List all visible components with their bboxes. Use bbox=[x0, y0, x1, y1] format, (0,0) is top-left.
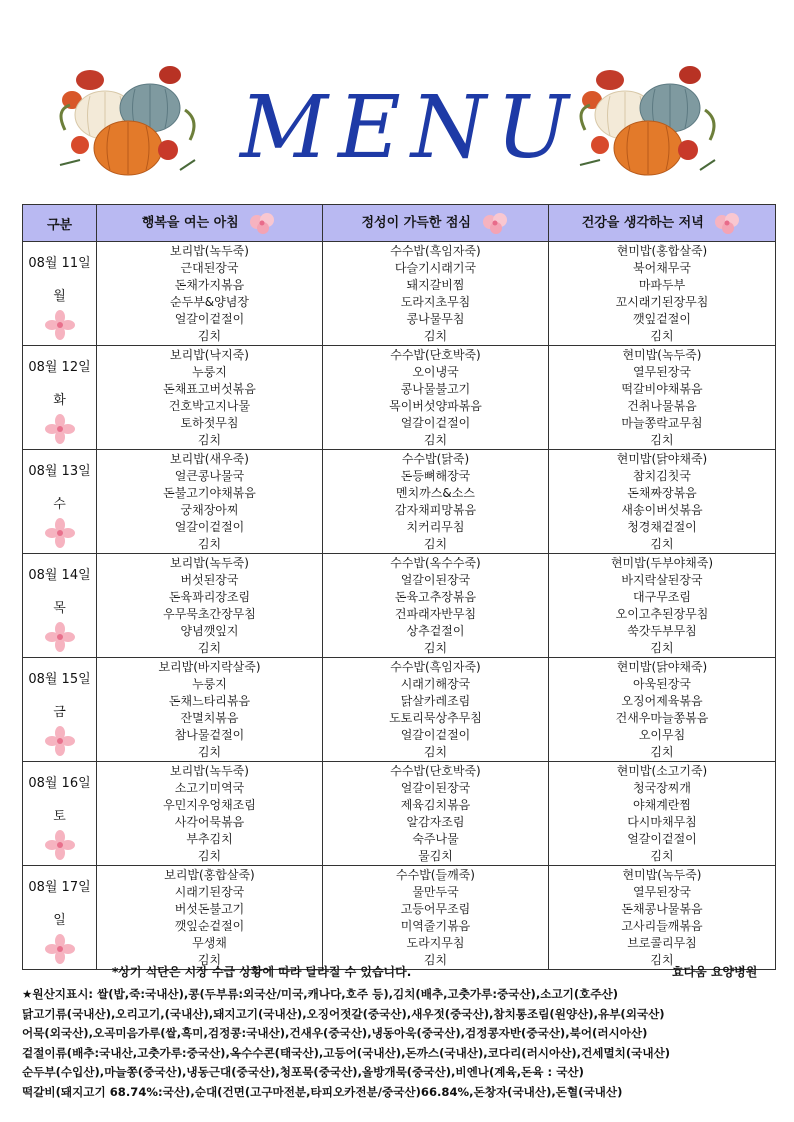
menu-item: 다시마채무침 bbox=[627, 815, 697, 829]
menu-item: 무생채 bbox=[192, 936, 227, 950]
origin-labeling bbox=[22, 985, 782, 1103]
menu-item: 감자채피망볶음 bbox=[394, 503, 477, 517]
header-lunch: 정성이 가득한 점심 bbox=[323, 205, 549, 242]
menu-item: 현미밥(녹두죽) bbox=[622, 868, 702, 882]
lunch-cell bbox=[323, 346, 549, 450]
menu-item: 소고기미역국 bbox=[174, 781, 245, 795]
menu-item: 김치 bbox=[423, 329, 448, 343]
menu-item: 돈채콩나물볶음 bbox=[621, 902, 703, 916]
flower-icon bbox=[45, 726, 75, 756]
day-row bbox=[23, 866, 776, 970]
menu-item: 김치 bbox=[650, 537, 674, 551]
menu-item: 수수밥(흑임자죽) bbox=[390, 244, 481, 258]
menu-item: 참나물겉절이 bbox=[174, 728, 245, 742]
day-cell bbox=[23, 866, 97, 970]
menu-item: 청국장찌개 bbox=[633, 781, 691, 795]
lunch-cell bbox=[323, 762, 549, 866]
menu-item: 김치 bbox=[423, 745, 448, 759]
menu-item: 양념깻잎지 bbox=[180, 624, 239, 638]
menu-item: 김치 bbox=[423, 641, 448, 655]
flower-icon bbox=[45, 830, 75, 860]
menu-item: 제육김치볶음 bbox=[400, 798, 471, 812]
menu-item: 수수밥(단호박죽) bbox=[390, 764, 481, 778]
header-day: 구분 bbox=[23, 205, 97, 242]
day-cell bbox=[23, 554, 97, 658]
menu-item: 현미밥(닭야채죽) bbox=[616, 660, 708, 674]
menu-item: 김치 bbox=[650, 329, 674, 343]
date-label: 08월 11일 bbox=[28, 256, 91, 271]
menu-item: 물만두국 bbox=[412, 885, 459, 899]
menu-item: 브로콜리무침 bbox=[627, 936, 697, 950]
origin-line: 겉절이류(배추:국내산,고춧가루:중국산),옥수수콘(태국산),고등어(국내산),돈까스(국내산),코다리(러시아산),건세멸치(국내산) bbox=[22, 1045, 671, 1060]
menu-item: 김치 bbox=[197, 433, 222, 447]
menu-item: 보리밥(녹두죽) bbox=[170, 244, 249, 258]
day-row bbox=[23, 658, 776, 762]
menu-item: 돈채가지볶음 bbox=[174, 278, 245, 292]
menu-item: 김치 bbox=[423, 953, 448, 967]
menu-item: 얼갈이된장국 bbox=[400, 781, 471, 795]
menu-item: 대구무조림 bbox=[633, 590, 691, 604]
menu-item: 수수밥(들깨죽) bbox=[396, 868, 475, 882]
menu-item: 김치 bbox=[423, 537, 448, 551]
flower-icon bbox=[712, 210, 742, 236]
day-cell bbox=[23, 450, 97, 554]
menu-item: 얼큰콩나물국 bbox=[174, 469, 245, 483]
menu-item: 아욱된장국 bbox=[633, 677, 691, 691]
menu-item: 새송이버섯볶음 bbox=[621, 503, 703, 517]
weekday-label: 목 bbox=[53, 601, 66, 616]
page-title: MENU bbox=[240, 78, 579, 178]
menu-item: 돈채표고버섯볶음 bbox=[163, 382, 256, 396]
lunch-cell bbox=[323, 554, 549, 658]
dinner-cell bbox=[549, 762, 776, 866]
lunch-cell bbox=[323, 866, 549, 970]
menu-item: 보리밥(낙지죽) bbox=[170, 348, 249, 362]
menu-item: 잔멸치볶음 bbox=[180, 711, 239, 725]
dinner-cell bbox=[549, 554, 776, 658]
day-row bbox=[23, 242, 776, 346]
header-breakfast: 행복을 여는 아침 bbox=[97, 205, 323, 242]
date-label: 08월 13일 bbox=[28, 464, 91, 479]
menu-change-note: *상기 식단은 시장 수급 상황에 따라 달라질 수 있습니다. bbox=[112, 965, 412, 979]
menu-item: 김치 bbox=[197, 537, 222, 551]
breakfast-cell bbox=[97, 554, 323, 658]
menu-item: 김치 bbox=[197, 641, 222, 655]
menu-item: 토하젓무침 bbox=[180, 416, 239, 430]
menu-item: 돈육고추장볶음 bbox=[394, 590, 477, 604]
menu-item: 닭살카레조림 bbox=[400, 694, 471, 708]
flower-icon bbox=[45, 518, 75, 548]
menu-item: 순두부&양념장 bbox=[170, 295, 249, 309]
menu-item: 목이버섯양파볶음 bbox=[389, 399, 482, 413]
menu-item: 수수밥(닭죽) bbox=[401, 452, 470, 466]
menu-item: 현미밥(닭야채죽) bbox=[616, 452, 708, 466]
menu-item: 도토리묵상추무침 bbox=[389, 711, 482, 725]
day-row bbox=[23, 762, 776, 866]
menu-item: 보리밥(바지락살죽) bbox=[158, 660, 261, 674]
menu-item: 깻잎겉절이 bbox=[633, 312, 691, 326]
pumpkin-bouquet-left bbox=[50, 40, 200, 185]
weekly-menu-table bbox=[22, 204, 776, 970]
menu-item: 청경채겉절이 bbox=[627, 520, 697, 534]
date-label: 08월 17일 bbox=[28, 880, 91, 895]
flower-icon bbox=[45, 934, 75, 964]
origin-line: 어묵(외국산),오곡미음가루(쌀,흑미,검정콩:국내산),건새우(중국산),냉동아욱(중국산),검정콩자반(중국산),북어(러시아산) bbox=[22, 1026, 648, 1041]
menu-item: 떡갈비야채볶음 bbox=[621, 382, 703, 396]
flower-icon bbox=[480, 210, 510, 236]
weekday-label: 금 bbox=[53, 705, 66, 720]
menu-item: 물김치 bbox=[418, 849, 453, 863]
header-dinner: 건강을 생각하는 저녁 bbox=[549, 205, 776, 242]
menu-item: 알감자조림 bbox=[406, 815, 465, 829]
menu-item: 열무된장국 bbox=[633, 885, 691, 899]
menu-item: 오이무침 bbox=[638, 728, 686, 742]
menu-item: 김치 bbox=[197, 849, 222, 863]
flower-icon bbox=[247, 210, 277, 236]
menu-item: 숙주나물 bbox=[412, 832, 459, 846]
menu-item: 누룽지 bbox=[192, 677, 227, 691]
menu-item: 열무된장국 bbox=[633, 365, 691, 379]
menu-item: 꼬시래기된장무침 bbox=[615, 295, 709, 309]
menu-item: 마파두부 bbox=[638, 278, 686, 292]
menu-item: 다슬기시래기국 bbox=[394, 261, 477, 275]
dinner-cell bbox=[549, 658, 776, 762]
menu-item: 콩나물불고기 bbox=[400, 382, 471, 396]
menu-item: 참치김칫국 bbox=[633, 469, 691, 483]
menu-item: 돈등뼈해장국 bbox=[400, 469, 471, 483]
menu-item: 건호박고지나물 bbox=[168, 399, 251, 413]
breakfast-cell bbox=[97, 242, 323, 346]
menu-item: 얼갈이겉절이 bbox=[400, 728, 471, 742]
header-row bbox=[23, 205, 776, 242]
lunch-cell bbox=[323, 450, 549, 554]
menu-item: 현미밥(녹두죽) bbox=[622, 348, 702, 362]
menu-item: 콩나물무침 bbox=[406, 312, 465, 326]
menu-item: 돈육꽈리장조림 bbox=[168, 590, 251, 604]
menu-item: 오이냉국 bbox=[412, 365, 459, 379]
weekday-label: 토 bbox=[53, 809, 66, 824]
origin-line: 닭고기류(국내산),오리고기,(국내산),돼지고기(국내산),오징어젓갈(중국산),새우젓(중국산),참치통조림(원양산),유부(외국산) bbox=[22, 1006, 665, 1021]
menu-item: 부추김치 bbox=[186, 832, 233, 846]
menu-item: 건파래자반무침 bbox=[394, 607, 477, 621]
menu-item: 버섯된장국 bbox=[180, 573, 239, 587]
menu-item: 얼갈이겉절이 bbox=[174, 520, 245, 534]
dinner-cell bbox=[549, 450, 776, 554]
lunch-cell bbox=[323, 658, 549, 762]
hospital-name: 효다움 요양병원 bbox=[672, 965, 758, 979]
menu-item: 사각어묵볶음 bbox=[174, 815, 245, 829]
dinner-cell bbox=[549, 346, 776, 450]
breakfast-cell bbox=[97, 450, 323, 554]
origin-line: 순두부(수입산),마늘쫑(중국산),냉동근대(중국산),청포묵(중국산),올방개묵(중국산),비엔나(계육,돈육 : 국산) bbox=[22, 1065, 584, 1080]
menu-item: 고사리들깨볶음 bbox=[621, 919, 703, 933]
menu-item: 보리밥(녹두죽) bbox=[170, 764, 249, 778]
menu-item: 고등어무조림 bbox=[400, 902, 471, 916]
breakfast-cell bbox=[97, 866, 323, 970]
menu-item: 수수밥(옥수수죽) bbox=[390, 556, 481, 570]
menu-item: 시래기된장국 bbox=[174, 885, 245, 899]
menu-item: 우민지우엉채조림 bbox=[163, 798, 256, 812]
day-row bbox=[23, 554, 776, 658]
origin-line: ★원산지표시: 쌀(밥,죽:국내산),콩(두부류:외국산/미국,캐나다,호주 등),김치(배추,고춧가루:중국산),소고기(호주산) bbox=[22, 987, 619, 1001]
menu-item: 바지락살된장국 bbox=[621, 573, 703, 587]
menu-item: 얼갈이된장국 bbox=[400, 573, 471, 587]
weekday-label: 일 bbox=[53, 913, 66, 928]
menu-item: 치커리무침 bbox=[406, 520, 465, 534]
origin-line: 떡갈비(돼지고기 68.74%:국산),순대(건면(고구마전분,타피오카전분/중국산)66.84%,돈창자(국내산),돈혈(국내산) bbox=[22, 1084, 623, 1099]
date-label: 08월 15일 bbox=[28, 672, 91, 687]
menu-item: 북어채무국 bbox=[633, 261, 691, 275]
flower-icon bbox=[45, 622, 75, 652]
weekday-label: 월 bbox=[53, 289, 66, 304]
menu-item: 돈채짜장볶음 bbox=[627, 486, 697, 500]
menu-item: 야채계란찜 bbox=[633, 798, 691, 812]
menu-item: 버섯돈불고기 bbox=[174, 902, 245, 916]
menu-item: 김치 bbox=[650, 745, 674, 759]
menu-item: 보리밥(녹두죽) bbox=[170, 556, 249, 570]
day-cell bbox=[23, 762, 97, 866]
breakfast-cell bbox=[97, 762, 323, 866]
menu-item: 깻잎순겉절이 bbox=[174, 919, 245, 933]
menu-item: 돈불고기야채볶음 bbox=[163, 486, 256, 500]
weekday-label: 수 bbox=[53, 497, 66, 512]
menu-item: 궁채장아찌 bbox=[180, 503, 239, 517]
menu-item: 김치 bbox=[650, 641, 674, 655]
menu-item: 김치 bbox=[423, 433, 448, 447]
menu-item: 수수밥(단호박죽) bbox=[390, 348, 481, 362]
menu-item: 우무묵초간장무침 bbox=[163, 607, 256, 621]
menu-item: 김치 bbox=[197, 745, 222, 759]
breakfast-cell bbox=[97, 346, 323, 450]
menu-item: 건취나물볶음 bbox=[627, 399, 697, 413]
menu-item: 김치 bbox=[650, 433, 674, 447]
day-cell bbox=[23, 242, 97, 346]
menu-item: 오이고추된장무침 bbox=[615, 607, 709, 621]
menu-item: 오징어제육볶음 bbox=[621, 694, 703, 708]
menu-item: 마늘쫑락교무침 bbox=[621, 416, 703, 430]
flower-icon bbox=[45, 310, 75, 340]
menu-item: 보리밥(홍합살죽) bbox=[164, 868, 255, 882]
menu-item: 쑥갓두부무침 bbox=[627, 624, 697, 638]
lunch-cell bbox=[323, 242, 549, 346]
day-cell bbox=[23, 346, 97, 450]
date-label: 08월 16일 bbox=[28, 776, 91, 791]
pumpkin-bouquet-right bbox=[570, 40, 720, 185]
menu-item: 건새우마늘쫑볶음 bbox=[615, 711, 709, 725]
weekday-label: 화 bbox=[53, 393, 66, 408]
menu-item: 수수밥(흑임자죽) bbox=[390, 660, 481, 674]
menu-item: 돼지갈비찜 bbox=[406, 278, 465, 292]
menu-item: 현미밥(소고기죽) bbox=[616, 764, 708, 778]
menu-item: 돈채느타리볶음 bbox=[168, 694, 251, 708]
day-cell bbox=[23, 658, 97, 762]
menu-item: 얼갈이겉절이 bbox=[627, 832, 697, 846]
flower-icon bbox=[45, 414, 75, 444]
date-label: 08월 14일 bbox=[28, 568, 91, 583]
dinner-cell bbox=[549, 866, 776, 970]
menu-item: 근대된장국 bbox=[180, 261, 239, 275]
menu-item: 현미밥(두부야채죽) bbox=[610, 556, 714, 570]
menu-item: 미역줄기볶음 bbox=[400, 919, 471, 933]
day-row bbox=[23, 346, 776, 450]
menu-item: 얼갈이겉절이 bbox=[174, 312, 245, 326]
menu-item: 김치 bbox=[197, 953, 222, 967]
menu-item: 누룽지 bbox=[192, 365, 227, 379]
menu-item: 도라지무침 bbox=[406, 936, 465, 950]
date-label: 08월 12일 bbox=[28, 360, 91, 375]
menu-item: 상추겉절이 bbox=[406, 624, 465, 638]
menu-item: 보리밥(새우죽) bbox=[170, 452, 249, 466]
dinner-cell bbox=[549, 242, 776, 346]
menu-item: 김치 bbox=[650, 953, 674, 967]
menu-item: 김치 bbox=[197, 329, 222, 343]
menu-item: 김치 bbox=[650, 849, 674, 863]
menu-item: 멘치까스&소스 bbox=[396, 486, 475, 500]
menu-item: 도라지초무침 bbox=[400, 295, 471, 309]
menu-item: 시래기해장국 bbox=[400, 677, 471, 691]
day-row bbox=[23, 450, 776, 554]
menu-item: 얼갈이겉절이 bbox=[400, 416, 471, 430]
menu-item: 현미밥(홍합살죽) bbox=[616, 244, 708, 258]
breakfast-cell bbox=[97, 658, 323, 762]
